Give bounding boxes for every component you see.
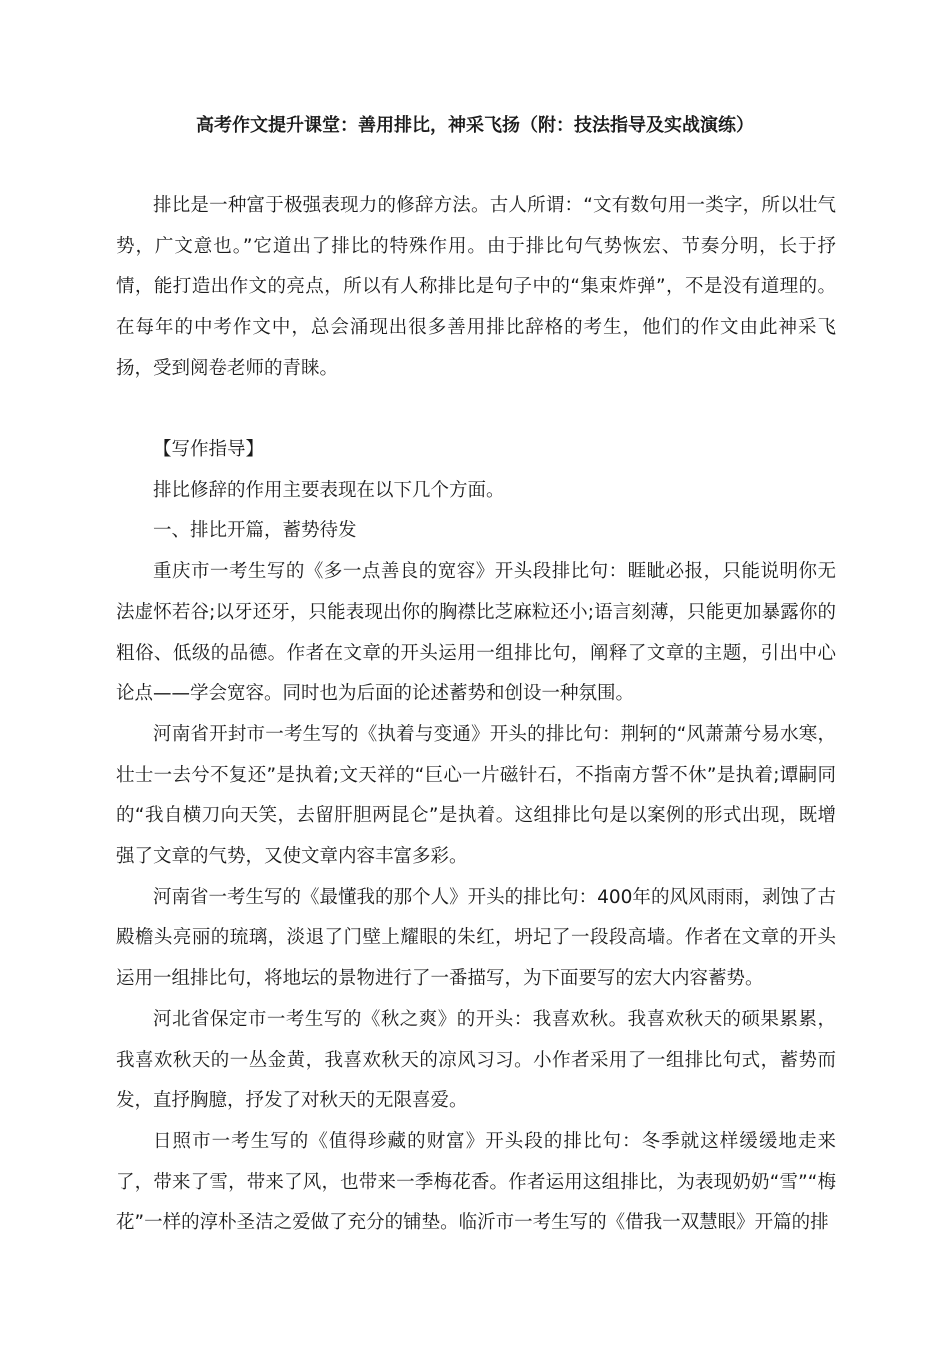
intro-block [116,186,836,390]
section-heading: 【写作指导】 [153,439,265,460]
subheading-one: 一、排比开篇，蓄势待发 [153,520,357,542]
document-title: 高考作文提升课堂：善用排比，神采飞扬（附：技法指导及实战演练） [196,115,754,136]
section-lead: 排比修辞的作用主要表现在以下几个方面。 [153,479,505,501]
example-paragraph-baoding: 河北省保定市一考生写的《秋之爽》的开头：我喜欢秋。我喜欢秋天的硕果累累，我喜欢秋天的一丛金黄，我喜欢秋天的凉风习习。小作者采用了一组排比句式，蓄势而发，直抒胸臆，抒发了对秋天的无限喜爱。 [116,1008,836,1112]
intro-paragraph: 排比是一种富于极强表现力的修辞方法。古人所谓：“文有数句用一类字，所以壮气势，广文意也。”它道出了排比的特殊作用。由于排比句气势恢宏、节奏分明，长于抒情，能打造出作文的亮点，所以有人称排比是句子中的“集束炸弹”，不是没有道理的。在每年的中考作文中，总会涌现出很多善用排比辞格的考生，他们的作文由此神采飞扬，受到阅卷老师的青睐。 [116,195,836,379]
example-paragraph-kaifeng: 河南省开封市一考生写的《执着与变通》开头的排比句：荆轲的“风萧萧兮易水寒，壮士一去兮不复还”是执着;文天祥的“巨心一片磁针石，不指南方誓不休”是执着;谭嗣同的“我自横刀向天笑，去留肝胆两昆仑”是执着。这组排比句是以案例的形式出现，既增强了文章的气势，又使文章内容丰富多彩。 [116,723,836,868]
example-paragraph-chongqing: 重庆市一考生写的《多一点善良的宽容》开头段排比句：睚眦必报，只能说明你无法虚怀若谷;以牙还牙，只能表现出你的胸襟比芝麻粒还小;语言刻薄，只能更加暴露你的粗俗、低级的品德。作者在文章的开头运用一组排比句，阐释了文章的主题，引出中心论点——学会宽容。同时也为后面的论述蓄势和创设一种氛围。 [116,561,836,705]
writing-guide-block [116,430,836,1244]
example-paragraph-rizhao: 日照市一考生写的《值得珍藏的财富》开头段的排比句：冬季就这样缓缓地走来了，带来了雪，带来了风，也带来一季梅花香。作者运用这组排比，为表现奶奶“雪”“梅花”一样的淳朴圣洁之爱做了充分的铺垫。临沂市一考生写的《借我一双慧眼》开篇的排 [116,1130,836,1234]
example-paragraph-henan: 河南省一考生写的《最懂我的那个人》开头的排比句：400年的风风雨雨，剥蚀了古殿檐头亮丽的琉璃，淡退了门壁上耀眼的朱红，坍圮了一段段高墙。作者在文章的开头运用一组排比句，将地坛的景物进行了一番描写，为下面要写的宏大内容蓄势。 [116,886,836,990]
